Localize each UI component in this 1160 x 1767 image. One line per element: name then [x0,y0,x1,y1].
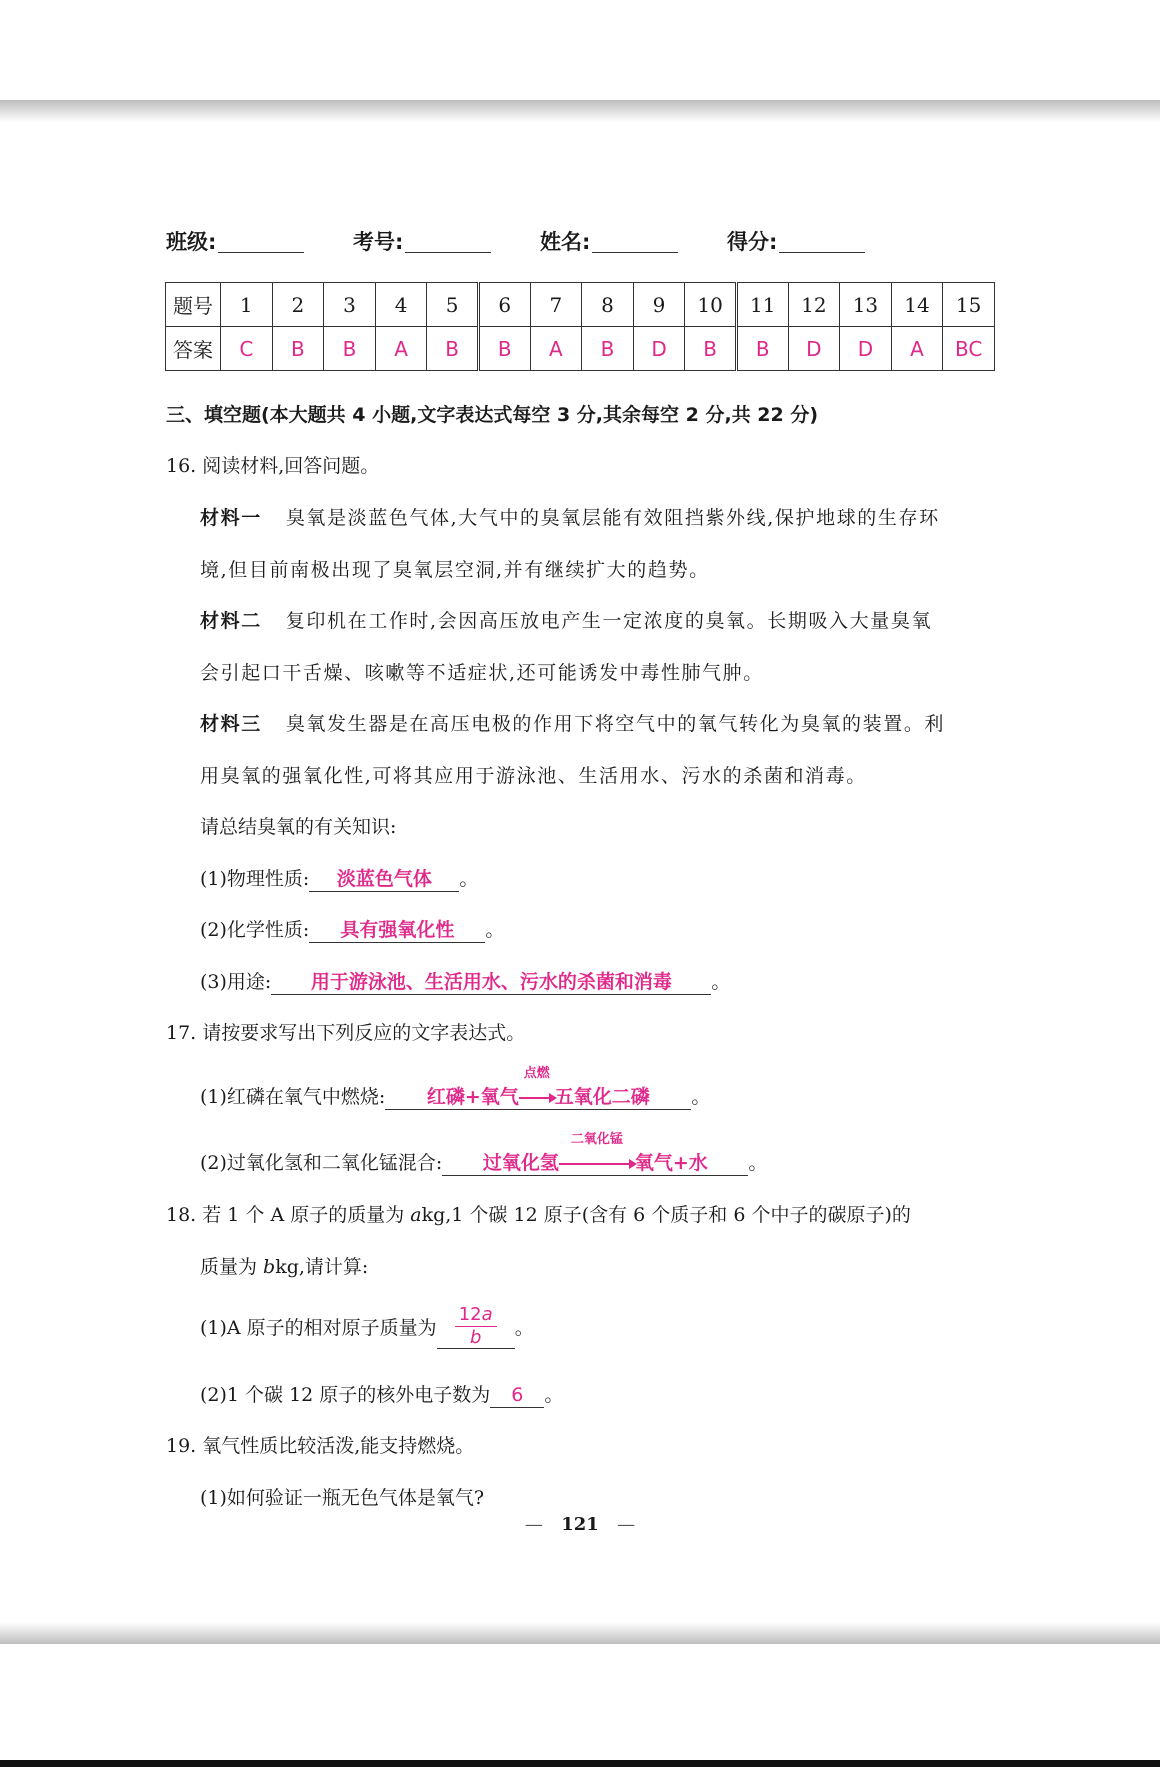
answer-cell: B [736,327,788,371]
q17-part2-reactant: 过氧化氢 [482,1152,559,1174]
period: 。 [459,868,479,890]
answer-cell: B [272,327,324,371]
q17-part2 [200,1132,768,1176]
row-label-answer: 答案 [166,327,221,371]
question-number: 11 [736,283,788,327]
q18-part1-label: (1)A 原子的相对原子质量为 [200,1317,437,1340]
q16-part3-answer-blank[interactable] [271,971,711,995]
variable-a: a [410,1204,422,1226]
q18-stem-text: 18. 若 1 个 A 原子的质量为 [166,1204,411,1226]
answer-cell: B [324,327,376,371]
material-two-text: 复印机在工作时,会因高压放电产生一定浓度的臭氧。长期吸入大量臭氧 [285,610,933,632]
exam-no-label: 考号: [353,230,404,254]
answer-cell: D [788,327,840,371]
page-number-value: 121 [561,1514,599,1535]
fraction-answer [455,1304,497,1348]
material-one-line2: 境,但目前南极出现了臭氧层空洞,并有继续扩大的趋势。 [200,559,710,581]
question-number: 4 [375,283,427,327]
q16-part2-label: (2)化学性质: [200,919,310,941]
q19-part1: (1)如何验证一瓶无色气体是氧气? [200,1487,485,1509]
class-blank[interactable] [218,232,304,253]
question-number: 12 [788,283,840,327]
question-number-row [166,283,995,327]
q17-part2-answer-blank[interactable] [442,1132,748,1176]
answer-cell: D [840,327,892,371]
material-three-text: 臭氧发生器是在高压电极的作用下将空气中的氧气转化为臭氧的装置。利 [285,713,946,735]
q17-part2-products: 氧气+水 [634,1152,708,1174]
q18-stem-text: kg,请计算: [275,1256,369,1278]
q19-stem: 19. 氧气性质比较活泼,能支持燃烧。 [166,1435,475,1457]
q16-part3-answer: 用于游泳池、生活用水、污水的杀菌和消毒 [310,971,672,993]
q16-part3-label: (3)用途: [200,971,272,993]
score-blank[interactable] [779,232,865,253]
answer-cell: B [478,327,530,371]
numerator-variable: a [481,1304,493,1325]
page-dash-right: — [617,1514,636,1535]
material-three-line2: 用臭氧的强氧化性,可将其应用于游泳池、生活用水、污水的杀菌和消毒。 [200,765,867,787]
name-blank[interactable] [592,232,678,253]
answer-cell: A [530,327,582,371]
q18-part1 [200,1304,534,1356]
q17-part1-answer-blank[interactable] [385,1066,691,1110]
answer-row [166,327,995,371]
q17-part2-label: (2)过氧化氢和二氧化锰混合: [200,1152,443,1174]
q17-part1-reactants: 红磷+氧气 [426,1086,519,1108]
arrow-icon [559,1163,635,1165]
question-number: 15 [943,283,995,327]
reaction-arrow [519,1066,555,1109]
variable-b: b [263,1256,276,1278]
question-number: 6 [478,283,530,327]
q16-part2 [200,915,504,943]
q18-stem-text: kg,1 个碳 12 原子(含有 6 个质子和 6 个中子的碳原子)的 [421,1204,911,1226]
page-dash-left: — [524,1514,543,1535]
q18-stem-line1 [166,1200,911,1227]
arrow-icon [519,1097,555,1099]
answer-cell: B [685,327,737,371]
q18-stem-line2 [200,1252,368,1279]
row-label-number: 题号 [166,283,221,327]
period: 。 [711,971,731,993]
section-three-title: 三、填空题(本大题共 4 小题,文字表达式每空 3 分,其余每空 2 分,共 22 分) [166,404,819,426]
q16-part1-label: (1)物理性质: [200,868,310,890]
answer-cell: BC [943,327,995,371]
answer-table [165,282,995,371]
question-number: 3 [324,283,376,327]
question-number: 10 [685,283,737,327]
period: 。 [485,919,505,941]
material-three-line1 [200,709,945,736]
q17-part1 [200,1066,711,1110]
q16-part3 [200,967,730,995]
exam-no-field [353,226,491,256]
q16-part1-answer-blank[interactable] [309,868,459,892]
period: 。 [544,1384,564,1406]
q18-part2-label: (2)1 个碳 12 原子的核外电子数为 [200,1384,491,1406]
q17-part1-label: (1)红磷在氧气中燃烧: [200,1086,386,1108]
q18-stem-text: 质量为 [200,1256,264,1278]
answer-cell: B [427,327,479,371]
exam-no-blank[interactable] [405,232,491,253]
name-field [540,226,678,256]
material-one-line1 [200,503,940,530]
period: 。 [514,1317,534,1340]
fraction-numerator [455,1304,497,1327]
q18-part2 [200,1380,563,1408]
material-one-label: 材料一 [200,507,262,529]
reaction-arrow [559,1132,635,1175]
question-number: 2 [272,283,324,327]
numerator-number: 12 [458,1304,482,1325]
q16-summary: 请总结臭氧的有关知识: [200,816,397,838]
period: 。 [691,1086,711,1108]
answer-cell: A [375,327,427,371]
reaction-condition: 点燃 [523,1066,550,1081]
answer-cell: A [891,327,943,371]
material-one-text: 臭氧是淡蓝色气体,大气中的臭氧层能有效阻挡紫外线,保护地球的生存环 [285,507,940,529]
period: 。 [748,1152,768,1174]
answer-cell: C [221,327,273,371]
fraction-denominator: b [469,1326,482,1348]
answer-cell: D [633,327,685,371]
class-field [166,226,304,256]
q17-part1-product: 五氧化二磷 [554,1086,650,1108]
score-field [727,226,865,256]
q18-part2-answer: 6 [511,1384,524,1406]
material-two-line1 [200,606,932,633]
score-label: 得分: [727,230,778,254]
question-number: 5 [427,283,479,327]
reaction-condition: 二氧化锰 [570,1132,623,1147]
page-number [0,1514,1160,1535]
material-three-label: 材料三 [200,713,262,735]
answer-cell: B [582,327,634,371]
name-label: 姓名: [540,230,591,254]
q16-part1-answer: 淡蓝色气体 [336,868,432,890]
q18-part1-answer-blank[interactable] [437,1304,515,1349]
question-number: 1 [221,283,273,327]
question-number: 9 [633,283,685,327]
material-two-label: 材料二 [200,610,262,632]
q16-stem: 16. 阅读材料,回答问题。 [166,455,380,477]
question-number: 8 [582,283,634,327]
student-info-row [166,226,1006,262]
question-number: 13 [840,283,892,327]
q16-part2-answer: 具有强氧化性 [340,919,455,941]
material-two-line2: 会引起口干舌燥、咳嗽等不适症状,还可能诱发中毒性肺气肿。 [200,662,764,684]
question-number: 7 [530,283,582,327]
q16-part2-answer-blank[interactable] [309,919,485,943]
q18-part2-answer-blank[interactable] [490,1384,544,1408]
question-number: 14 [891,283,943,327]
class-label: 班级: [166,230,217,254]
q17-stem: 17. 请按要求写出下列反应的文字表达式。 [166,1022,526,1044]
q16-part1 [200,864,478,892]
